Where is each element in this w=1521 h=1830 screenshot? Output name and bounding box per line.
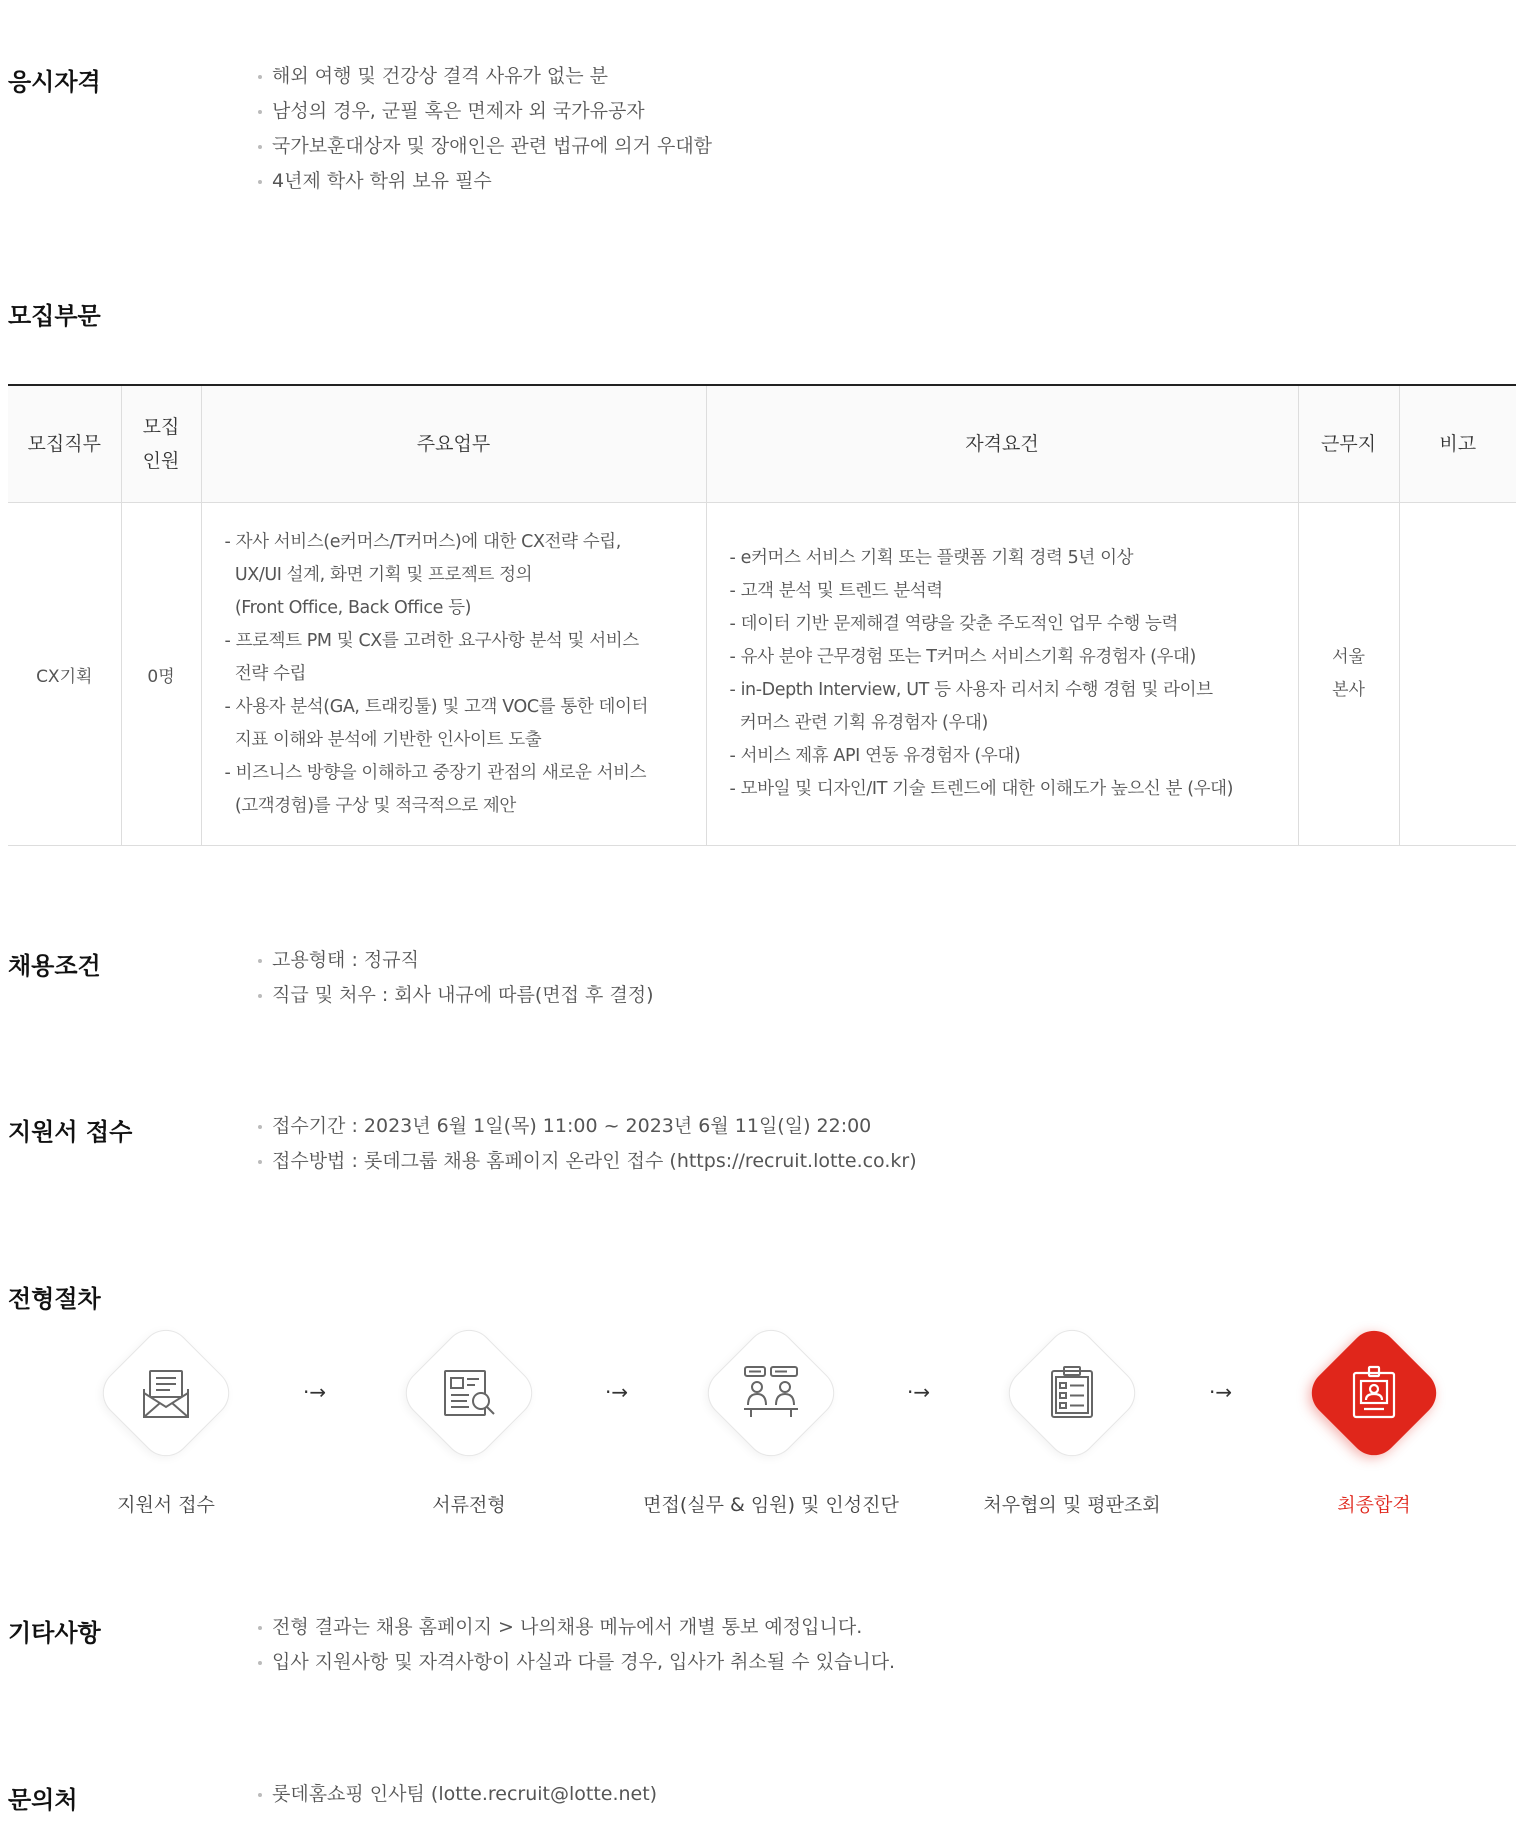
duty-line: 전략 수립 bbox=[224, 663, 307, 684]
etc-list bbox=[256, 1610, 895, 1680]
location-line1: 서울 bbox=[1332, 647, 1365, 667]
section-title-recruit: 모집부문 bbox=[8, 302, 101, 330]
clipboard-icon bbox=[1042, 1363, 1102, 1423]
header-job: 모집직무 bbox=[8, 385, 121, 503]
step-diamond bbox=[999, 1320, 1145, 1466]
header-count-line2: 인원 bbox=[142, 450, 180, 472]
header-count bbox=[121, 385, 201, 503]
list-item: 전형 결과는 채용 홈페이지 > 나의채용 메뉴에서 개별 통보 예정입니다. bbox=[256, 1610, 895, 1645]
step-label-final: 최종합격 bbox=[1337, 1494, 1411, 1516]
arrow-icon: ·→ bbox=[605, 1380, 629, 1404]
requirement-line: - 고객 분석 및 트렌드 분석력 bbox=[729, 581, 943, 601]
arrow-icon: ·→ bbox=[303, 1380, 327, 1404]
requirement-line: 커머스 관련 기획 유경험자 (우대) bbox=[729, 713, 988, 733]
process-step bbox=[631, 1320, 911, 1517]
process-steps bbox=[0, 1320, 1521, 1520]
list-item: 고용형태 : 정규직 bbox=[256, 943, 654, 978]
requirement-line: - e커머스 서비스 기획 또는 플랫폼 기획 경력 5년 이상 bbox=[729, 548, 1134, 568]
step-label: 처우협의 및 평판조회 bbox=[983, 1494, 1161, 1516]
list-item: 롯데홈쇼핑 인사팀 (lotte.recruit@lotte.net) bbox=[256, 1777, 657, 1812]
list-item: 해외 여행 및 건강상 결격 사유가 없는 분 bbox=[256, 59, 712, 94]
requirement-line: - 유사 분야 근무경험 또는 T커머스 서비스기획 유경험자 (우대) bbox=[729, 647, 1196, 667]
arrow-icon: ·→ bbox=[1209, 1380, 1233, 1404]
cell-job: CX기획 bbox=[8, 503, 121, 846]
step-diamond bbox=[1301, 1320, 1447, 1466]
duty-line: (고객경험)를 구상 및 적극적으로 제안 bbox=[224, 795, 516, 816]
requirements-list bbox=[708, 542, 1297, 806]
duties-list bbox=[203, 526, 705, 823]
step-diamond bbox=[698, 1320, 844, 1466]
step-label: 서류전형 bbox=[432, 1494, 506, 1516]
location-line2: 본사 bbox=[1332, 680, 1365, 700]
requirement-line: - 데이터 기반 문제해결 역량을 갖춘 주도적인 업무 수행 능력 bbox=[729, 614, 1178, 634]
list-item: 4년제 학사 학위 보유 필수 bbox=[256, 164, 712, 199]
conditions-list bbox=[256, 943, 654, 1013]
process-step bbox=[1234, 1320, 1514, 1517]
qualification-list bbox=[256, 59, 712, 199]
arrow-icon: ·→ bbox=[907, 1380, 931, 1404]
recruit-table bbox=[8, 384, 1516, 846]
duty-line: - 사용자 분석(GA, 트래킹툴) 및 고객 VOC를 통한 데이터 bbox=[224, 696, 649, 717]
contact-list bbox=[256, 1777, 657, 1812]
section-title-contact: 문의처 bbox=[8, 1786, 78, 1814]
list-item: 국가보훈대상자 및 장애인은 관련 법규에 의거 우대함 bbox=[256, 129, 712, 164]
header-requirements: 자격요건 bbox=[706, 385, 1298, 503]
cell-requirements bbox=[706, 503, 1298, 846]
step-diamond bbox=[93, 1320, 239, 1466]
cell-count: 0명 bbox=[121, 503, 201, 846]
cell-note bbox=[1399, 503, 1516, 846]
table-header-row bbox=[8, 385, 1516, 503]
process-step bbox=[329, 1320, 609, 1517]
requirement-line: - 모바일 및 디자인/IT 기술 트렌드에 대한 이해도가 높으신 분 (우대) bbox=[729, 779, 1234, 799]
section-title-etc: 기타사항 bbox=[8, 1619, 101, 1647]
header-duties: 주요업무 bbox=[201, 385, 706, 503]
list-item: 입사 지원사항 및 자격사항이 사실과 다를 경우, 입사가 취소될 수 있습니다. bbox=[256, 1645, 895, 1680]
table-row bbox=[8, 503, 1516, 846]
application-list bbox=[256, 1109, 917, 1179]
requirement-line: - 서비스 제휴 API 연동 유경험자 (우대) bbox=[729, 746, 1021, 766]
header-location: 근무지 bbox=[1298, 385, 1399, 503]
interview-icon bbox=[741, 1363, 801, 1423]
duty-line: UX/UI 설계, 화면 기획 및 프로젝트 정의 bbox=[224, 564, 533, 585]
list-item: 접수기간 : 2023년 6월 1일(목) 11:00 ~ 2023년 6월 11일(일) 22:00 bbox=[256, 1109, 917, 1144]
envelope-icon bbox=[136, 1363, 196, 1423]
duty-line: - 자사 서비스(e커머스/T커머스)에 대한 CX전략 수립, bbox=[224, 531, 621, 552]
step-diamond bbox=[396, 1320, 542, 1466]
cell-duties bbox=[201, 503, 706, 846]
list-item: 접수방법 : 롯데그룹 채용 홈페이지 온라인 접수 (https://recruit.lotte.co.kr) bbox=[256, 1144, 917, 1179]
process-step bbox=[26, 1320, 306, 1517]
section-title-process: 전형절차 bbox=[8, 1285, 101, 1313]
duty-line: - 비즈니스 방향을 이해하고 중장기 관점의 새로운 서비스 bbox=[224, 762, 647, 783]
cell-location bbox=[1298, 503, 1399, 846]
section-title-qualification: 응시자격 bbox=[8, 68, 101, 96]
step-label: 면접(실무 & 임원) 및 인성진단 bbox=[643, 1494, 899, 1516]
list-item: 직급 및 처우 : 회사 내규에 따름(면접 후 결정) bbox=[256, 978, 654, 1013]
document-search-icon bbox=[439, 1363, 499, 1423]
step-label: 지원서 접수 bbox=[117, 1494, 215, 1516]
list-item: 남성의 경우, 군필 혹은 면제자 외 국가유공자 bbox=[256, 94, 712, 129]
id-badge-icon bbox=[1344, 1363, 1404, 1423]
header-note: 비고 bbox=[1399, 385, 1516, 503]
requirement-line: - in-Depth Interview, UT 등 사용자 리서치 수행 경험 및 라이브 bbox=[729, 680, 1213, 700]
duty-line: (Front Office, Back Office 등) bbox=[224, 597, 472, 618]
duty-line: - 프로젝트 PM 및 CX를 고려한 요구사항 분석 및 서비스 bbox=[224, 630, 639, 651]
duty-line: 지표 이해와 분석에 기반한 인사이트 도출 bbox=[224, 729, 542, 750]
section-title-conditions: 채용조건 bbox=[8, 952, 101, 980]
header-count-line1: 모집 bbox=[142, 416, 180, 438]
process-step bbox=[932, 1320, 1212, 1517]
section-title-application: 지원서 접수 bbox=[8, 1118, 133, 1146]
